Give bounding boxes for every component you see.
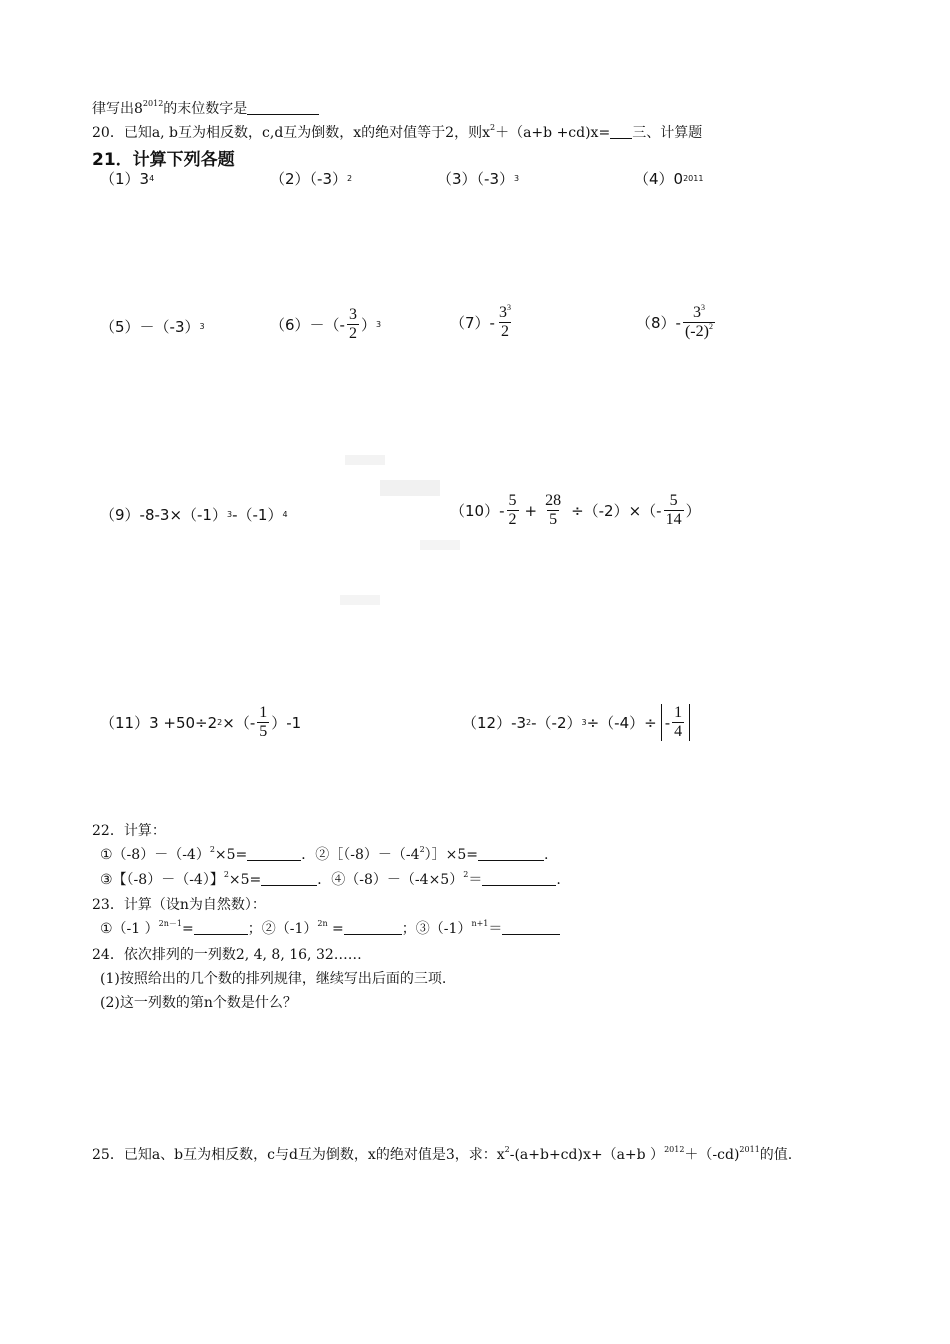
- p12-den: 4: [674, 723, 683, 740]
- q22-l2d: ＝: [468, 872, 483, 888]
- p9-label: （9）-8-3×（-1）: [100, 506, 227, 524]
- q22-l1sup: 2: [209, 845, 215, 854]
- q21-problem-7: [450, 304, 515, 341]
- q21-problem-3: （3）（-3） 3: [437, 170, 520, 188]
- p10-f3-den: 14: [665, 511, 682, 528]
- p12-num: 1: [674, 704, 683, 721]
- p7-num-sup: 3: [506, 303, 511, 312]
- p11-close: ）-1: [271, 714, 302, 732]
- q21-problem-1: （1）3 4: [100, 170, 155, 188]
- p6-den: 2: [348, 325, 357, 342]
- watermark-mark: [420, 540, 460, 550]
- q23-blank-3[interactable]: [502, 920, 560, 935]
- q23-title: 23．计算（设n为自然数）：: [92, 897, 266, 913]
- q22-blank-2[interactable]: [478, 846, 544, 861]
- q22-l1sup2: 2: [419, 845, 425, 854]
- p3-label: （3）（-3）: [437, 170, 514, 188]
- p11-fraction: [257, 704, 269, 741]
- q21-problem-10: [450, 492, 701, 529]
- q24-title: 24．依次排列的一列数2, 4, 8, 16, 32……: [92, 947, 362, 963]
- q22-l1a: ①（-8）－（-4）: [100, 847, 210, 863]
- p7-num-wrap: [497, 304, 513, 322]
- q20-answer-blank[interactable]: [610, 124, 632, 139]
- q25-a: 25．已知a、b互为相反数，c与d互为倒数，x的绝对值是3，求：x: [92, 1147, 505, 1163]
- q19-text: 律写出8: [92, 101, 143, 117]
- p8-num-wrap: [691, 304, 707, 322]
- p8-den: (-2): [684, 323, 709, 340]
- q19-answer-blank[interactable]: [247, 100, 319, 115]
- p5-label: （5）－（-3）: [100, 318, 200, 336]
- q21-problem-9: （9）-8-3×（-1） 3 -（-1） 4: [100, 506, 288, 524]
- p7-den: 2: [500, 323, 509, 340]
- q25-sup2: 2012: [664, 1145, 685, 1154]
- q22-line-2: ③【（-8）－（-4）】$^2$×5= ．$④(-8)-(-4\times 5)^2=$ .: [100, 870, 561, 888]
- q21-problem-5: （5）－（-3） 3: [100, 318, 205, 336]
- q24-sub-1: (1)按照给出的几个数的排列规律，继续写出后面的三项.: [100, 971, 447, 987]
- q21-problem-4: （4）0 2011: [634, 170, 704, 188]
- q23-aeq: =: [181, 921, 194, 937]
- q24-sub-2: (2)这一列数的第n个数是什么？: [100, 995, 297, 1011]
- q22-l2b: ×5=: [228, 872, 262, 888]
- q23-csup: n+1: [471, 919, 489, 928]
- p12-fraction: [672, 704, 684, 741]
- p10-close: ）: [685, 502, 701, 520]
- q22-blank-1[interactable]: [247, 846, 301, 861]
- p12-absolute-value: - $\frac{1}{4}$: [661, 704, 690, 741]
- q19-rest: 的末位数字是: [163, 101, 248, 117]
- q20-part2: ＋（a+b +cd)x=: [495, 125, 611, 141]
- q22-blank-4[interactable]: [482, 871, 556, 886]
- p10-mid: ÷（-2）×（-: [571, 502, 662, 520]
- section-three-heading: 三、计算题: [632, 125, 703, 141]
- q21-problem-11: （11）3 +50÷2 2 ×（- $\frac{1}{5}$ ）-1: [100, 704, 302, 740]
- p11-label: （11）3 +50÷2: [100, 714, 218, 732]
- q22-l2c: ．④（-8）－（-4×5）: [317, 872, 464, 888]
- p8-label: （8）-: [636, 314, 681, 332]
- q20-part1: 20．已知a, b互为相反数，c,d互为倒数，x的绝对值等于2，则x: [92, 125, 490, 141]
- p4-label: （4）0: [634, 170, 684, 188]
- q22-l2sup: 2: [223, 870, 229, 879]
- p12-mid2: ÷（-4）÷: [586, 714, 657, 732]
- q23-beq: =: [327, 921, 344, 937]
- q23-blank-2[interactable]: [344, 920, 402, 935]
- watermark-mark: [380, 480, 440, 496]
- q23-line: [100, 920, 560, 938]
- q22-title: 22．计算：: [92, 823, 166, 839]
- q21-problem-12: （12）-3 2 -（-2） 3 ÷（-4）÷ - $\frac{1}{4}$: [462, 704, 690, 741]
- q22-l1b: ×5=: [214, 847, 248, 863]
- q23-b: ；②（-1）: [247, 921, 318, 937]
- p10-fraction-2: [543, 492, 563, 529]
- p12-mid1: -（-2）: [531, 714, 582, 732]
- q21-problem-8: [636, 304, 717, 341]
- p9-mid: -（-1）: [232, 506, 283, 524]
- q20-sup: 2: [489, 123, 496, 132]
- p8-den-sup: 2: [708, 322, 713, 331]
- q22-l1c: ．②［（-8）－（-4: [301, 847, 420, 863]
- p10-f2-den: 5: [549, 511, 558, 528]
- q22-l2sup2: 2: [463, 870, 469, 879]
- q22-l1d: ）］×5=: [424, 847, 479, 863]
- p11-num: 1: [259, 704, 268, 721]
- q22-l2a: ③【（-8）－（-4）】: [100, 872, 224, 888]
- q21-problem-6: （6）－（- $\frac{3}{2}$ ） 3: [270, 306, 382, 342]
- q21-title: 21．计算下列各题: [92, 150, 235, 170]
- p6-num: 3: [348, 306, 357, 323]
- p10-f3-num: 5: [669, 492, 678, 509]
- q23-asup: 2n－1: [158, 919, 182, 928]
- p7-fraction: [497, 304, 513, 341]
- watermark-mark: [340, 595, 380, 605]
- p7-num: 3: [498, 304, 507, 321]
- p10-f1-den: 2: [508, 511, 517, 528]
- q23-ceq: ＝: [488, 921, 503, 937]
- q23-bsup: 2n: [317, 919, 328, 928]
- p8-num: 3: [692, 304, 701, 321]
- p10-plus: +: [524, 501, 538, 520]
- p12-label: （12）-3: [462, 714, 527, 732]
- p1-label: （1）3: [100, 170, 150, 188]
- p10-label: （10）-: [450, 502, 505, 520]
- q21-problem-2: （2）（-3） 2: [270, 170, 353, 188]
- q23-a: ①（-1 ）: [100, 921, 159, 937]
- p8-fraction: [683, 304, 715, 341]
- q22-blank-3[interactable]: [261, 871, 317, 886]
- q22-line-1: $①(-8)-(-4)^2\times 5=$ ．$②[(-8)-(-4^2)]\times 5=$ .: [100, 845, 549, 863]
- p6-close: ）: [360, 316, 376, 334]
- p10-fraction-3: [664, 492, 684, 529]
- q25-c: ＋（-cd): [684, 1147, 740, 1163]
- p11-den: 5: [259, 723, 268, 740]
- q19-sup: 2012: [142, 99, 164, 108]
- p8-num-sup: 3: [700, 303, 705, 312]
- q25-line: [92, 1146, 792, 1164]
- q19-tail-line: [92, 100, 319, 118]
- p7-label: （7）-: [450, 314, 495, 332]
- p8-den-wrap: [683, 322, 715, 341]
- p10-f2-num: 28: [545, 492, 562, 509]
- q23-blank-1[interactable]: [194, 920, 248, 935]
- p10-f1-num: 5: [508, 492, 517, 509]
- q20-line: [92, 124, 702, 142]
- q25-b: -(a+b+cd)x+（a+b ）: [509, 1147, 665, 1163]
- p2-label: （2）（-3）: [270, 170, 347, 188]
- p10-fraction-1: [507, 492, 519, 529]
- q25-sup3: 2011: [739, 1145, 760, 1154]
- p11-mid: ×（-: [222, 714, 256, 732]
- q25-d: 的值.: [759, 1147, 793, 1163]
- watermark-mark: [345, 455, 385, 465]
- p6-label: （6）－（-: [270, 316, 345, 334]
- q23-c: ；③（-1）: [401, 921, 472, 937]
- q25-sup1: 2: [504, 1145, 510, 1154]
- p6-fraction: [347, 306, 359, 343]
